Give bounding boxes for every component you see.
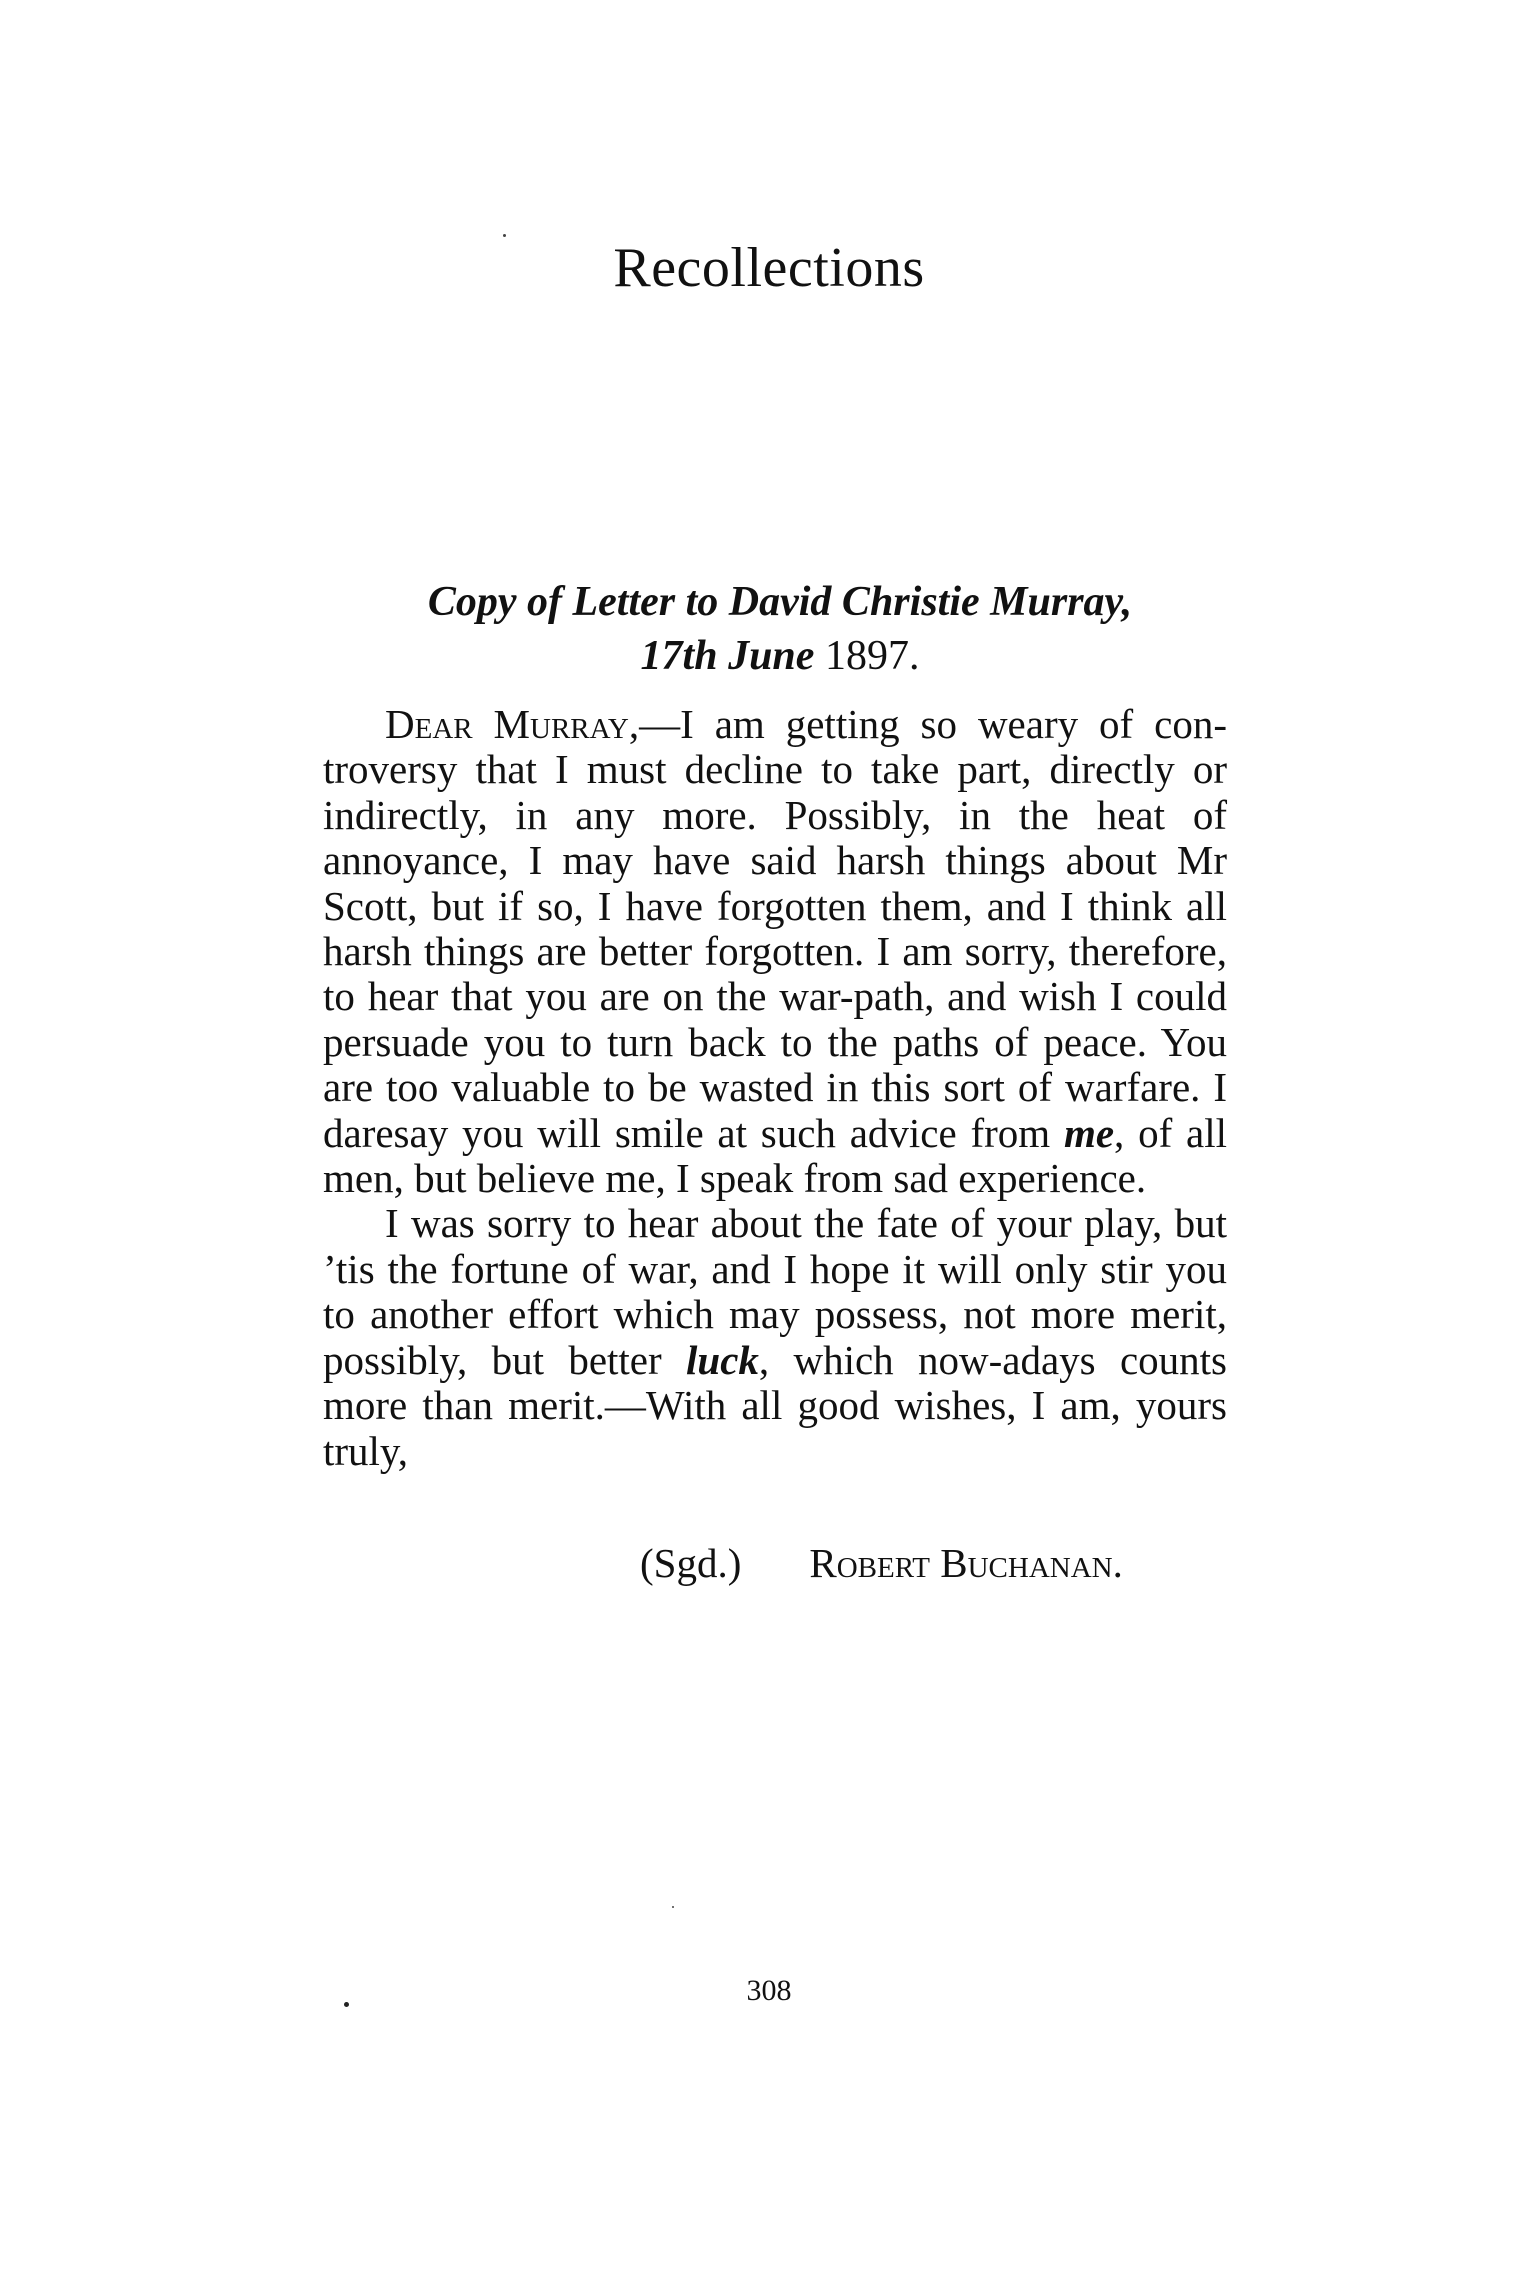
letter-body	[323, 702, 1227, 1474]
print-speck	[672, 1906, 674, 1908]
signature-name: Robert Buchanan.	[809, 1540, 1123, 1586]
paragraph-1-text-b: , of all men, but believe me, I speak from sad experience.	[323, 1109, 1227, 1202]
paragraph-2-emphasis: luck	[686, 1336, 759, 1383]
letter-heading-title: Copy of Letter to David Christie Murray,	[427, 579, 1133, 625]
salutation: Dear Murray,	[385, 701, 640, 747]
letter-heading	[330, 575, 1230, 683]
letter-heading-date: 17th June	[640, 633, 815, 679]
paragraph-2-text-a: I was sorry to hear about the fate of your play, but ’tis the fortune of war, and I hope it will only stir you to another effort which may possess, not more merit, possibly, but better	[323, 1200, 1227, 1383]
print-speck	[503, 234, 506, 237]
page-number: 308	[746, 1974, 792, 2007]
print-speck	[344, 2002, 349, 2007]
paragraph-2	[323, 1201, 1227, 1473]
running-head: Recollections	[613, 237, 925, 299]
signature	[640, 1541, 1240, 1586]
signature-prefix: (Sgd.)	[640, 1540, 742, 1586]
paragraph-1	[323, 702, 1227, 1201]
paragraph-1-text-a: —I am getting so weary of controversy that I must decline to take part, directly or indirectly, in any more. Possibly, in the heat of annoyance, I may have said harsh things about Mr Scott, but if so, I have forgotten them, and I think all harsh things are better forgotten. I am sorry, therefore, to hear that you are on the war-path, and wish I could persuade you to turn back to the paths of peace. You are too valuable to be wasted in this sort of warfare. I daresay you will smile at such advice from	[323, 701, 1227, 1156]
letter-heading-year: 1897.	[824, 633, 920, 679]
paragraph-2-text-b: , which now-adays counts more than merit.—With all good wishes, I am, yours truly,	[323, 1336, 1227, 1474]
paragraph-1-emphasis: me	[1063, 1109, 1115, 1156]
